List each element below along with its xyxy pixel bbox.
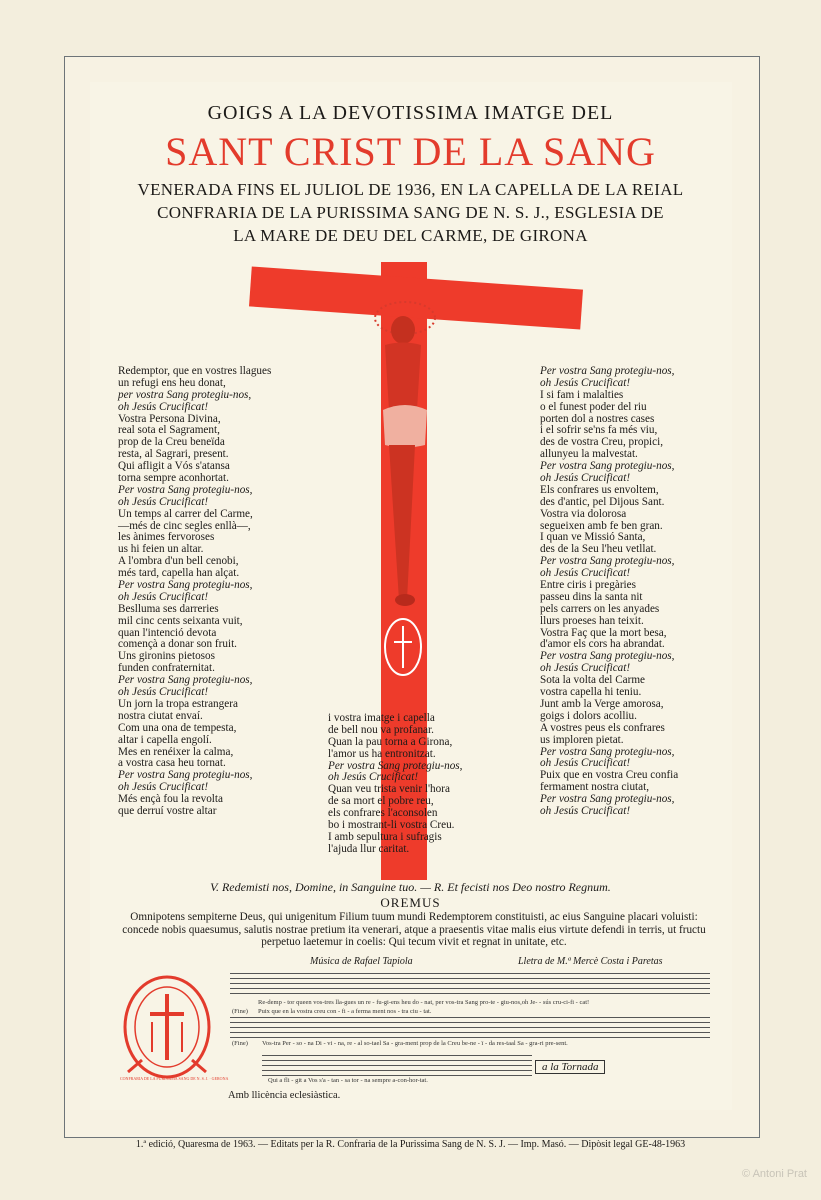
verse-line: oh Jesús Crucificat! [328,771,419,784]
fine-label-1: (Fine) [232,1008,248,1015]
verse-line: Per vostra Sang protegiu-nos, [118,579,253,592]
verse-line: Per vostra Sang protegiu-nos, [540,460,675,473]
tornada-label: a la Tornada [535,1060,605,1074]
verse-line: l'amor us ha entronitzat. [328,747,436,760]
verse-line: I amb sepultura i sufragis [328,830,442,843]
verse-line: oh Jesús Crucificat! [118,590,209,603]
verse-line: Per vostra Sang protegiu-nos, [540,365,675,377]
music-staff-3 [262,1055,532,1077]
verse-line: Els confrares us envoltem, [540,483,659,496]
main-title: SANT CRIST DE LA SANG [165,129,656,174]
right-column [540,366,678,818]
verse-line: oh Jesús Crucificat! [540,662,631,675]
verse-line: els confrares l'aconsolen [328,807,438,820]
verse-line: fermament nostra ciutat, [540,781,650,794]
confraternity-seal-image [120,972,229,1082]
verse-line: d'amor els cors ha abrandat. [540,638,665,651]
verse-line: torna sempre aconhortat. [118,472,229,485]
verse-line: Quan veu trista venir l'hora [328,783,450,796]
verse-line: des de la Seu l'heu vetllat. [540,543,657,556]
verse-line: i vostra imatge i capella [328,712,435,724]
verse-line: Entre ciris i pregàries [540,579,636,592]
verse-line: real sota el Sagrament, [118,424,220,437]
staff-2-lyrics: Vos-tra Per - so - na Di - vi - na, re - al so-tael Sa - gra-ment prop de la Creu be-ne - ï - da res-taal Sa - gra-ri pre-sent. [262,1040,568,1047]
verse-line: prop de la Creu beneïda [118,436,225,449]
verse-line: segueixen amb fe ben gran. [540,519,663,532]
verse-line: Per vostra Sang protegiu-nos, [118,769,253,782]
verse-line: Vostra Faç que la mort besa, [540,626,667,639]
verse-line: A vostres peus els confrares [540,721,665,734]
verse-line: Més ençà fou la revolta [118,793,223,806]
verse-line: us imploren pietat. [540,733,624,746]
verse-line: I si fam i malalties [540,388,624,401]
verse-line: Per vostra Sang protegiu-nos, [540,650,675,663]
license-note: Amb llicència eclesiàstica. [228,1090,341,1101]
watermark-text: © Antoni Prat [742,1168,807,1180]
verse-line: Per vostra Sang protegiu-nos, [540,745,675,758]
verse-line: a vostra casa heu tornat. [118,757,226,770]
verse-line: bo i mostrant-li vostra Creu. [328,819,455,832]
verse-line: Per vostra Sang protegiu-nos, [118,483,253,496]
verse-line: oh Jesús Crucificat! [118,781,209,794]
verse-line: oh Jesús Crucificat! [540,757,631,770]
verse-line: Un jorn la tropa estrangera [118,697,238,710]
verse-line: per vostra Sang protegiu-nos, [118,388,252,401]
verse-line: oh Jesús Crucificat! [540,472,631,485]
verse-line: oh Jesús Crucificat! [540,567,631,580]
verse-line: que derruí vostre altar [118,804,217,817]
oremus-prayer: Omnipotens sempiterne Deus, qui unigenitum Filium tuum mundi Redemptorem constituisti, ac eius Sanguine placari voluisti: concede nobis quaesumus, salutis nostrae pretium ita venerari, atque a praesentis vitae malis eius virtute defendi in terris, ut fructu perpetuo laetemur in coelis: Qui tecum vivit et regnat in unitate, etc. [122,911,706,948]
verse-line: Vostra via dolorosa [540,507,627,520]
publication-footer: 1.ª edició, Quaresma de 1963. — Editats per la R. Confraria de la Purissima Sang de N. S. J. — Imp. Masó. — Dipòsit legal GE-48-1963 [135,1139,686,1150]
verse-line: un refugi ens heu donat, [118,376,226,389]
verse-line: nostra ciutat envaí. [118,709,203,722]
christ-figure-image [355,300,455,620]
verse-line: Puix que en vostra Creu confia [540,769,679,782]
verse-line: i el sofrir se'ns fa més viu, [540,424,658,437]
verse-line: Mes en renéixer la calma, [118,745,234,758]
music-staff-2 [230,1017,710,1039]
verse-line: des de vostra Creu, propici, [540,436,664,449]
staff-1-lyrics-a: Re-demp - tor queen vos-tres lla-gues un re - fu-gi-ens heu do - nat, per vos-tra Sang pro-te - giu-nos,oh Je- - sús cru-ci-fi - cat! [258,999,590,1006]
music-staff-1 [230,973,710,995]
left-column [118,366,271,818]
oremus-title: OREMUS [380,895,441,910]
subtitle-line-1: VENERADA FINS EL JULIOL DE 1936, EN LA CAPELLA DE LA REIAL [137,180,684,199]
staff-1-lyrics-b: Puix que en la vostra creu con - fi - a ferma ment nos - tra ciu - tat. [258,1008,432,1015]
verse-line: Beslluma ses darreries [118,602,219,615]
subtitle-line-3: LA MARE DE DEU DEL CARME, DE GIRONA [233,226,588,245]
confraternity-emblem-on-cross [380,612,426,682]
subtitle-line-2: CONFRARIA DE LA PURISSIMA SANG DE N. S. J., ESGLESIA DE [157,203,664,222]
verse-line: I quan ve Missió Santa, [540,531,646,544]
verse-line: Uns gironins pietosos [118,650,215,663]
verse-line: oh Jesús Crucificat! [540,804,631,817]
fine-label-2: (Fine) [232,1040,248,1047]
verse-line: Per vostra Sang protegiu-nos, [118,674,253,687]
verse-line: vostra capella hi teniu. [540,686,642,699]
verse-line: oh Jesús Crucificat! [118,495,209,508]
verse-line: Redemptor, que en vostres llagues [118,365,272,377]
verse-line: passeu dins la santa nit [540,590,643,603]
verse-line: mil cinc cents seixanta vuit, [118,614,243,627]
verse-line: Com una ona de tempesta, [118,721,237,734]
verse-line: de sa mort el pobre reu, [328,795,434,808]
verse-line: les ànimes fervoroses [118,531,215,544]
verse-line: Per vostra Sang protegiu-nos, [540,793,675,806]
verse-line: de bell nou va profanar. [328,723,434,736]
verse-line: Per vostra Sang protegiu-nos, [540,555,675,568]
verse-line: pels carrers on les anyades [540,602,660,615]
verse-line: l'ajuda llur caritat. [328,842,410,855]
verse-line: —més de cinc segles enllà—, [118,519,251,532]
title-line-1: GOIGS A LA DEVOTISSIMA IMATGE DEL [207,102,614,124]
verse-line: Per vostra Sang protegiu-nos, [328,759,463,772]
verse-line: des d'antic, pel Dijous Sant. [540,495,665,508]
verse-line: quan l'intenció devota [118,626,217,639]
verse-line: resta, al Sagrari, present. [118,448,229,461]
verse-line: Junt amb la Verge amorosa, [540,697,664,710]
verse-line: més tard, capella han alçat. [118,567,240,580]
middle-column [328,713,462,856]
composer-credit: Música de Rafael Tapiola [310,956,413,967]
verse-line: començà a donar son fruit. [118,638,237,651]
seal-text: CONFRARIA DE LA PURISSIMA SANG DE N. S. J. · GERONA [120,1076,229,1081]
lyricist-credit: Lletra de M.ª Mercè Costa i Paretas [518,956,663,967]
staff-3-lyrics: Qui a fli - git a Vos s'a - tan - sa tor - na sempre a-con-hor-tat. [268,1077,428,1084]
verse-line: goigs i dolors acolliu. [540,709,637,722]
verse-line: us hi feien un altar. [118,543,204,556]
verse-line: Vostra Persona Divina, [118,412,221,425]
verse-line: llurs proeses han teixit. [540,614,644,627]
verse-line: Sota la volta del Carme [540,674,646,687]
verse-line: oh Jesús Crucificat! [540,376,631,389]
verse-line: Qui afligit a Vós s'atansa [118,460,230,473]
verse-line: Un temps al carrer del Carme, [118,507,253,520]
verse-line: porten dol a nostres cases [540,412,655,425]
verse-line: oh Jesús Crucificat! [118,400,209,413]
verse-line: funden confraternitat. [118,662,215,675]
verse-line: Quan la pau torna a Girona, [328,735,453,748]
verse-line: allunyeu la malvestat. [540,448,638,461]
verse-line: altar i capella engolí. [118,733,212,746]
verse-line: o el funest poder del riu [540,400,647,413]
verse-line: A l'ombra d'un bell cenobi, [118,555,239,568]
versicle-response: V. Redemisti nos, Domine, in Sanguine tuo. — R. Et fecisti nos Deo nostro Regnum. [210,880,611,894]
verse-line: oh Jesús Crucificat! [118,686,209,699]
